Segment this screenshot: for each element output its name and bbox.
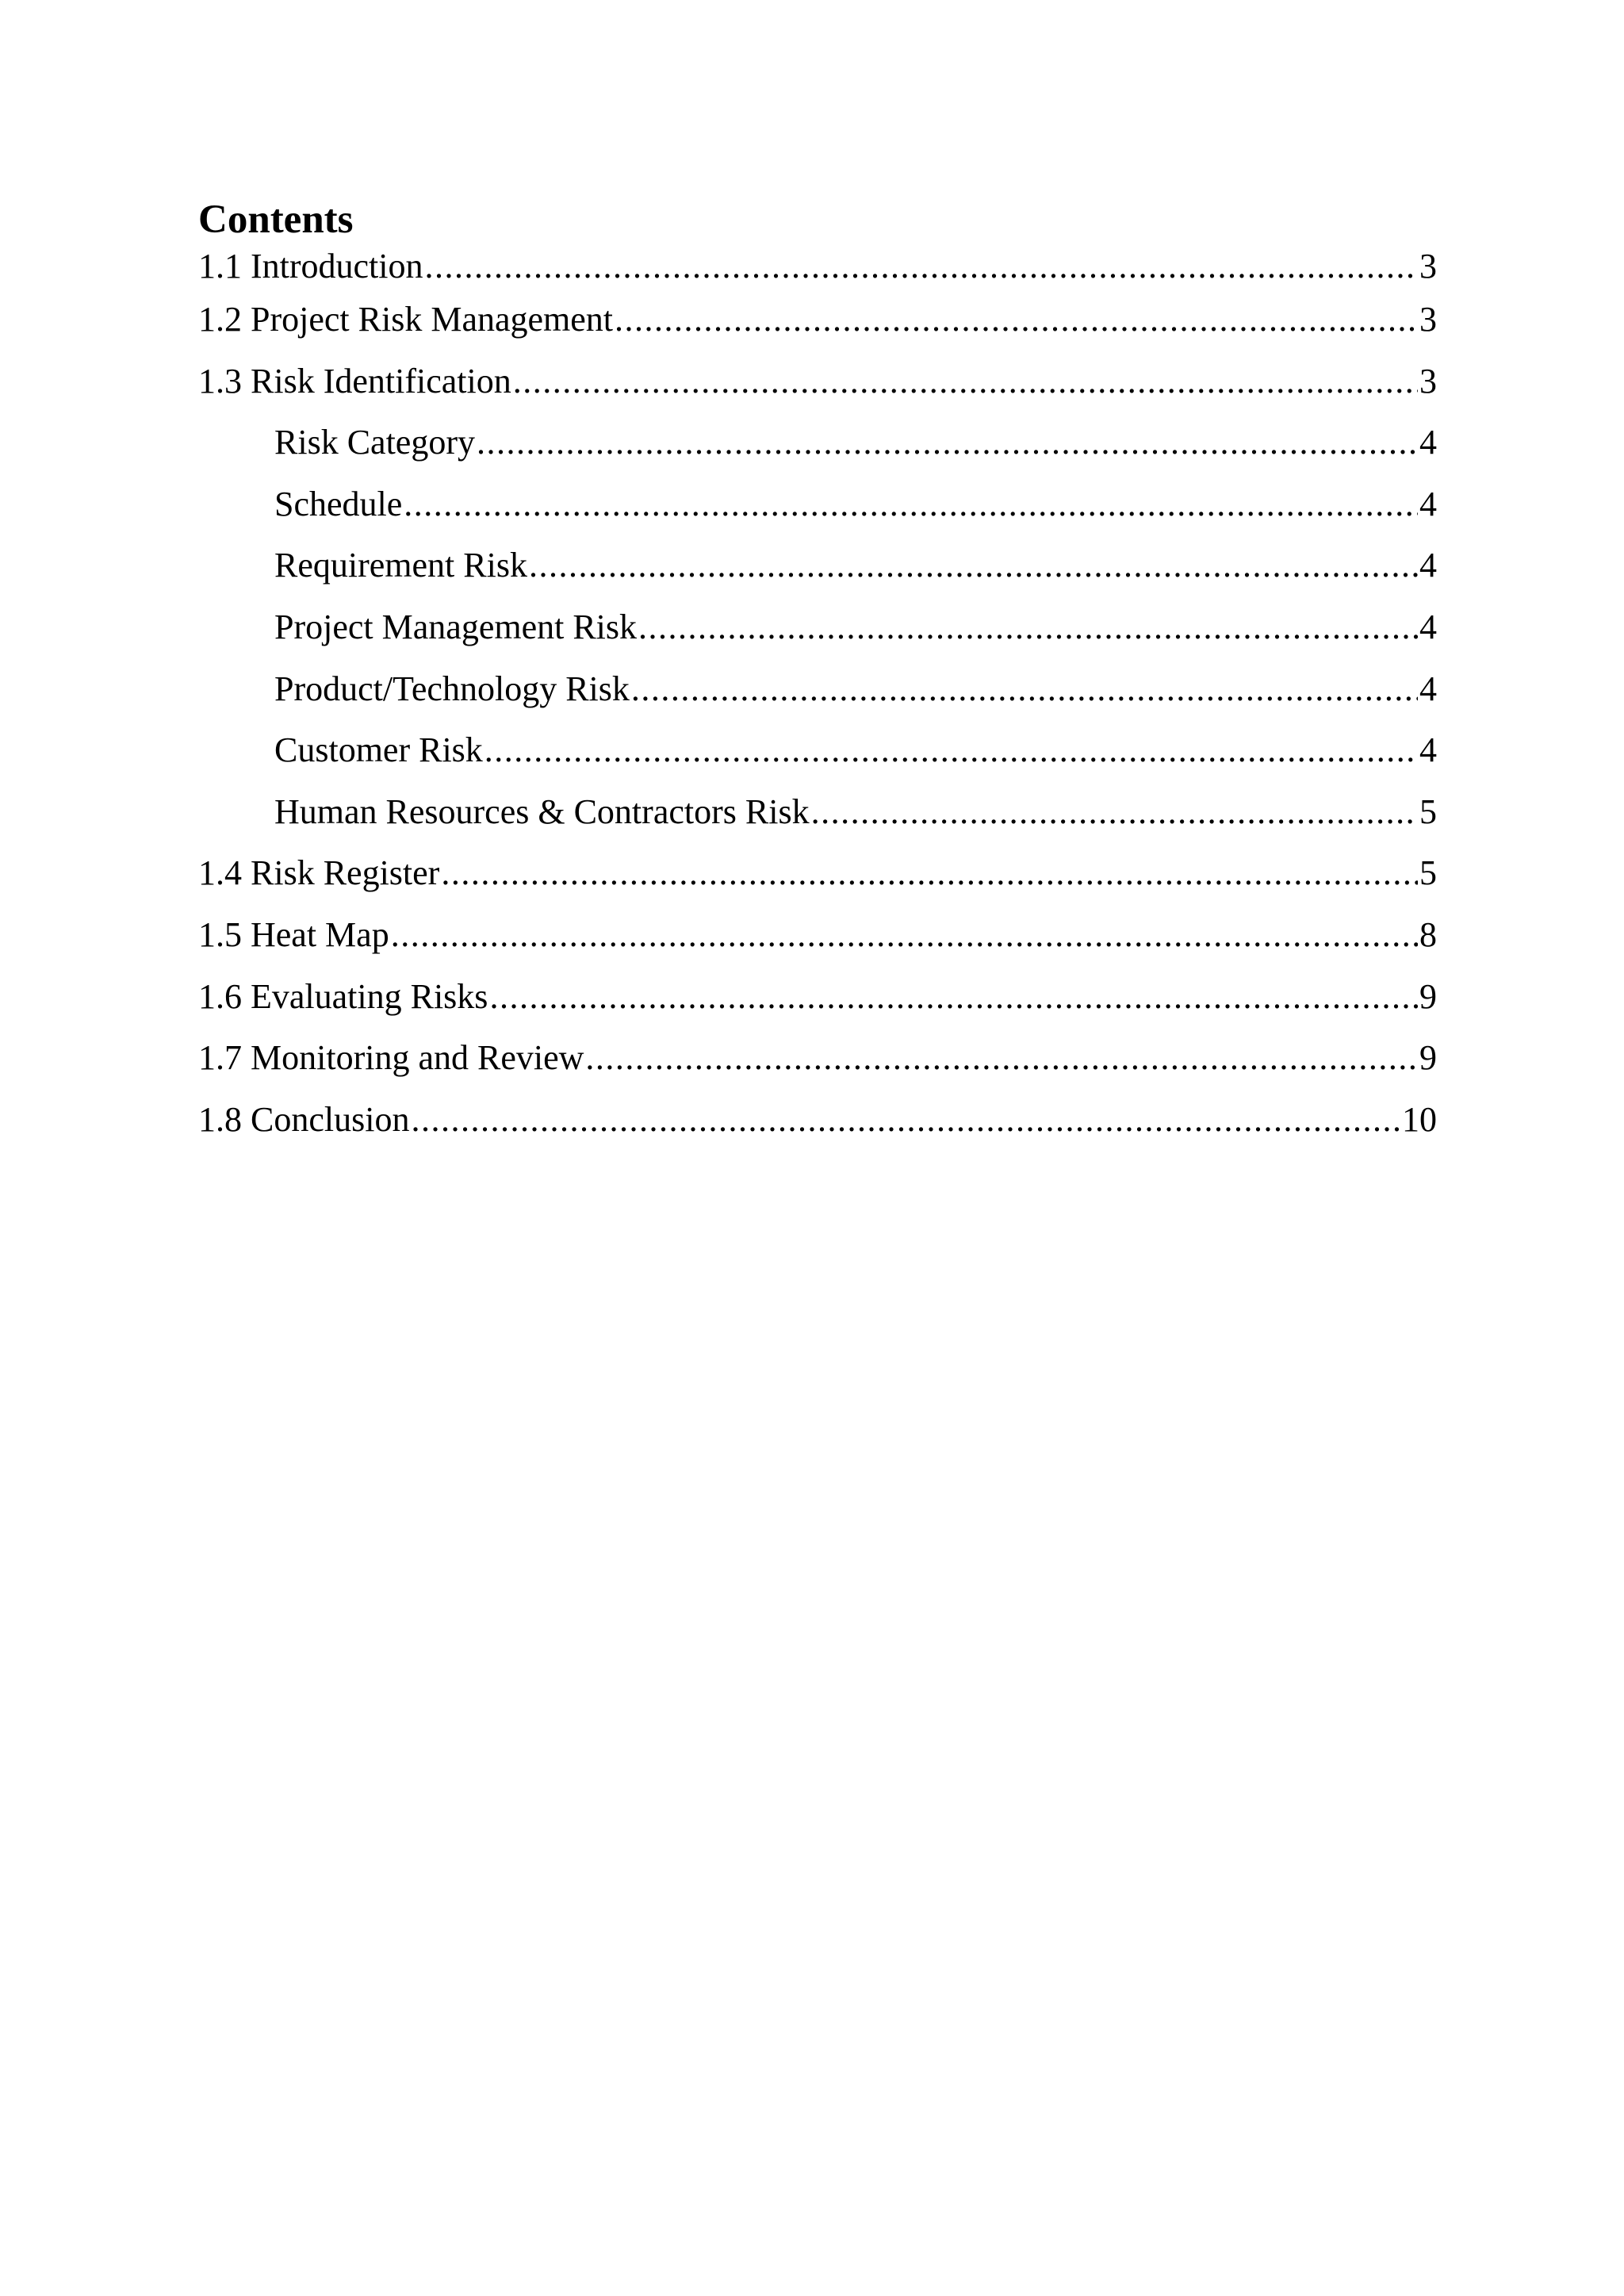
toc-entry-label: Requirement Risk [274, 548, 527, 585]
toc-dot-leader [477, 425, 1418, 460]
table-of-contents [198, 190, 1437, 1163]
toc-entry-label: Risk Category [274, 425, 475, 462]
toc-entry-label: 1.3 Risk Identification [198, 363, 511, 401]
toc-dot-leader [485, 733, 1418, 768]
toc-entry-label: Product/Technology Risk [274, 671, 630, 708]
toc-title: Contents [198, 197, 354, 242]
toc-entry-risk-register[interactable] [198, 856, 1437, 918]
toc-entry-project-management-risk[interactable] [198, 610, 1437, 672]
toc-entry-page: 4 [1419, 425, 1437, 462]
toc-entry-label: 1.4 Risk Register [198, 856, 440, 893]
toc-entry-page: 3 [1419, 249, 1437, 286]
toc-dot-leader [585, 1041, 1418, 1075]
toc-entry-product-technology-risk[interactable] [198, 672, 1437, 734]
toc-entry-page: 4 [1419, 548, 1437, 585]
toc-entry-conclusion[interactable] [198, 1102, 1437, 1164]
toc-entry-label: Customer Risk [274, 733, 483, 770]
toc-entry-page: 3 [1419, 302, 1437, 339]
toc-dot-leader [391, 918, 1418, 953]
toc-dot-leader [513, 364, 1418, 399]
toc-entry-monitoring-and-review[interactable] [198, 1041, 1437, 1102]
toc-dot-leader [631, 672, 1418, 707]
toc-entry-page: 9 [1419, 1041, 1437, 1078]
toc-entry-human-resources-contractors-risk[interactable] [198, 795, 1437, 857]
toc-entry-page: 5 [1419, 794, 1437, 831]
toc-entry-label: 1.5 Heat Map [198, 917, 389, 954]
toc-dot-leader [441, 856, 1418, 891]
toc-entry-introduction[interactable] [198, 249, 1437, 302]
toc-entry-page: 5 [1419, 856, 1437, 893]
toc-entry-page: 4 [1419, 609, 1437, 646]
toc-entry-requirement-risk[interactable] [198, 548, 1437, 610]
toc-dot-leader [411, 1102, 1400, 1137]
toc-entry-customer-risk[interactable] [198, 733, 1437, 795]
toc-dot-leader [425, 249, 1418, 284]
toc-entry-label: 1.7 Monitoring and Review [198, 1041, 584, 1078]
toc-entry-schedule[interactable] [198, 487, 1437, 549]
toc-entry-heat-map[interactable] [198, 918, 1437, 979]
toc-dot-leader [811, 795, 1418, 830]
toc-entry-label: 1.1 Introduction [198, 249, 423, 286]
toc-entry-page: 4 [1419, 671, 1437, 708]
toc-entry-label: Project Management Risk [274, 609, 638, 646]
toc-dot-leader [404, 487, 1418, 522]
toc-dot-leader [615, 302, 1418, 337]
toc-entry-label: 1.8 Conclusion [198, 1102, 410, 1139]
toc-dot-leader [529, 548, 1418, 583]
toc-entry-label: 1.2 Project Risk Management [198, 302, 614, 339]
toc-entry-page: 10 [1402, 1102, 1437, 1139]
toc-entry-evaluating-risks[interactable] [198, 979, 1437, 1041]
toc-entry-project-risk-management[interactable] [198, 302, 1437, 364]
toc-dot-leader [638, 610, 1418, 645]
toc-entry-page: 9 [1419, 979, 1437, 1016]
toc-entry-risk-category[interactable] [198, 425, 1437, 487]
toc-entry-label: 1.6 Evaluating Risks [198, 979, 488, 1016]
toc-entry-risk-identification[interactable] [198, 364, 1437, 426]
toc-entry-label: Human Resources & Contractors Risk [274, 794, 810, 831]
toc-list [198, 249, 1437, 1163]
toc-entry-page: 3 [1419, 363, 1437, 401]
toc-entry-page: 4 [1419, 733, 1437, 770]
toc-dot-leader [489, 979, 1418, 1014]
toc-entry-label: Schedule [274, 486, 403, 523]
toc-entry-page: 4 [1419, 486, 1437, 523]
toc-entry-page: 8 [1419, 917, 1437, 954]
